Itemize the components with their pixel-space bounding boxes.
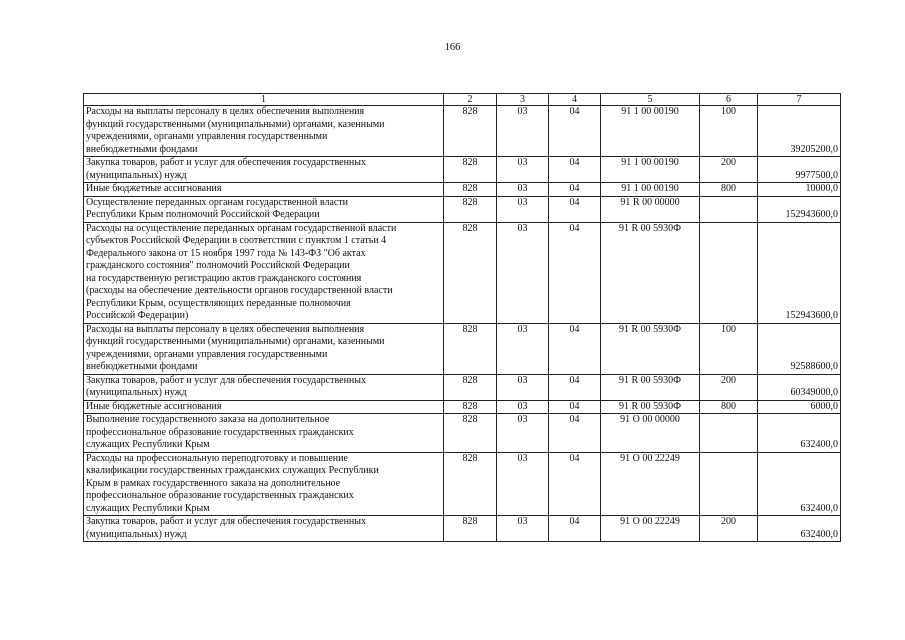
row-name-text: Иные бюджетные ассигнования bbox=[86, 183, 222, 194]
row-target-article-code: 91 O 00 22249 bbox=[601, 516, 700, 542]
row-name bbox=[84, 452, 444, 516]
row-grbs-code: 828 bbox=[444, 414, 497, 453]
row-grbs-code: 828 bbox=[444, 452, 497, 516]
row-target-article-code: 91 1 00 00190 bbox=[601, 106, 700, 157]
row-grbs-code: 828 bbox=[444, 374, 497, 400]
row-subsection-code: 04 bbox=[549, 157, 601, 183]
row-subsection-code: 04 bbox=[549, 516, 601, 542]
row-name-text: Расходы на выплаты персоналу в целях обеспечения выполнения функций государственными (муниципальными) органами, казенными учреждениями, органами управления государственными внебюджетными фондами bbox=[86, 323, 385, 372]
row-amount: 9977500,0 bbox=[758, 157, 841, 183]
row-grbs-code: 828 bbox=[444, 400, 497, 414]
row-grbs-code: 828 bbox=[444, 222, 497, 323]
table-row bbox=[84, 400, 841, 414]
row-amount: 39205200,0 bbox=[758, 106, 841, 157]
row-expense-type-code: 200 bbox=[700, 516, 758, 542]
row-amount: 60349000,0 bbox=[758, 374, 841, 400]
row-expense-type-code: 800 bbox=[700, 400, 758, 414]
row-expense-type-code: 800 bbox=[700, 183, 758, 197]
row-subsection-code: 04 bbox=[549, 374, 601, 400]
row-section-code: 03 bbox=[497, 157, 549, 183]
row-name bbox=[84, 157, 444, 183]
row-section-code: 03 bbox=[497, 400, 549, 414]
row-name bbox=[84, 374, 444, 400]
row-subsection-code: 04 bbox=[549, 400, 601, 414]
row-subsection-code: 04 bbox=[549, 452, 601, 516]
row-target-article-code: 91 R 00 5930Ф bbox=[601, 400, 700, 414]
row-name-text: Закупка товаров, работ и услуг для обеспечения государственных (муниципальных) нужд bbox=[86, 157, 367, 181]
row-target-article-code: 91 R 00 5930Ф bbox=[601, 222, 700, 323]
column-number: 5 bbox=[601, 94, 700, 106]
column-number-row bbox=[84, 94, 841, 106]
row-target-article-code: 91 R 00 00000 bbox=[601, 196, 700, 222]
page-number: 166 bbox=[444, 42, 461, 53]
row-section-code: 03 bbox=[497, 222, 549, 323]
row-amount: 152943600,0 bbox=[758, 196, 841, 222]
row-expense-type-code bbox=[700, 196, 758, 222]
row-amount: 632400,0 bbox=[758, 452, 841, 516]
row-target-article-code: 91 1 00 00190 bbox=[601, 157, 700, 183]
column-number: 4 bbox=[549, 94, 601, 106]
row-amount: 632400,0 bbox=[758, 516, 841, 542]
row-grbs-code: 828 bbox=[444, 157, 497, 183]
row-expense-type-code bbox=[700, 452, 758, 516]
column-number: 7 bbox=[758, 94, 841, 106]
row-subsection-code: 04 bbox=[549, 222, 601, 323]
row-name bbox=[84, 414, 444, 453]
budget-table bbox=[83, 93, 841, 542]
row-amount: 6000,0 bbox=[758, 400, 841, 414]
row-target-article-code: 91 R 00 5930Ф bbox=[601, 323, 700, 374]
row-section-code: 03 bbox=[497, 516, 549, 542]
row-subsection-code: 04 bbox=[549, 323, 601, 374]
row-expense-type-code bbox=[700, 222, 758, 323]
table-row bbox=[84, 414, 841, 453]
table-row bbox=[84, 374, 841, 400]
row-section-code: 03 bbox=[497, 414, 549, 453]
table-row bbox=[84, 196, 841, 222]
table-row bbox=[84, 516, 841, 542]
row-grbs-code: 828 bbox=[444, 196, 497, 222]
table-row bbox=[84, 157, 841, 183]
column-number: 3 bbox=[497, 94, 549, 106]
row-target-article-code: 91 R 00 5930Ф bbox=[601, 374, 700, 400]
row-name-text: Расходы на осуществление переданных органам государственной власти субъектов Российской Федерации в соответствии с пунктом 1 статьи 4 Федерального закона от 15 ноября 1997 года № 143-ФЗ "Об актах гражданского состояния" полномочий Российской Федерации на государственную регистрацию актов гражданского состояния (расходы на обеспечение деятельности органов государственной власти Республики Крым, осуществляющих переданные полномочия Российской Федерации) bbox=[86, 222, 397, 321]
row-amount: 632400,0 bbox=[758, 414, 841, 453]
row-name bbox=[84, 183, 444, 197]
row-section-code: 03 bbox=[497, 106, 549, 157]
table-row bbox=[84, 106, 841, 157]
table-row bbox=[84, 452, 841, 516]
column-number: 2 bbox=[444, 94, 497, 106]
row-name bbox=[84, 222, 444, 323]
row-name-text: Расходы на выплаты персоналу в целях обеспечения выполнения функций государственными (муниципальными) органами, казенными учреждениями, органами управления государственными внебюджетными фондами bbox=[86, 106, 385, 155]
row-name bbox=[84, 516, 444, 542]
table-row bbox=[84, 222, 841, 323]
row-name-text: Осуществление переданных органам государственной власти Республики Крым полномочий Российской Федерации bbox=[86, 196, 349, 220]
row-amount: 152943600,0 bbox=[758, 222, 841, 323]
row-grbs-code: 828 bbox=[444, 323, 497, 374]
row-section-code: 03 bbox=[497, 196, 549, 222]
row-section-code: 03 bbox=[497, 183, 549, 197]
row-name bbox=[84, 106, 444, 157]
row-grbs-code: 828 bbox=[444, 516, 497, 542]
table-row bbox=[84, 323, 841, 374]
row-subsection-code: 04 bbox=[549, 183, 601, 197]
row-subsection-code: 04 bbox=[549, 196, 601, 222]
row-section-code: 03 bbox=[497, 323, 549, 374]
row-amount: 92588600,0 bbox=[758, 323, 841, 374]
row-section-code: 03 bbox=[497, 452, 549, 516]
column-number: 6 bbox=[700, 94, 758, 106]
row-name bbox=[84, 196, 444, 222]
row-grbs-code: 828 bbox=[444, 106, 497, 157]
row-section-code: 03 bbox=[497, 374, 549, 400]
row-name bbox=[84, 323, 444, 374]
row-expense-type-code: 100 bbox=[700, 106, 758, 157]
row-target-article-code: 91 O 00 00000 bbox=[601, 414, 700, 453]
table-row bbox=[84, 183, 841, 197]
row-amount: 10000,0 bbox=[758, 183, 841, 197]
row-expense-type-code: 200 bbox=[700, 157, 758, 183]
row-subsection-code: 04 bbox=[549, 414, 601, 453]
row-expense-type-code: 200 bbox=[700, 374, 758, 400]
row-target-article-code: 91 1 00 00190 bbox=[601, 183, 700, 197]
row-target-article-code: 91 O 00 22249 bbox=[601, 452, 700, 516]
column-number: 1 bbox=[84, 94, 444, 106]
row-name-text: Выполнение государственного заказа на дополнительное профессиональное образование государственных гражданских служащих Республики Крым bbox=[86, 414, 354, 450]
row-name-text: Иные бюджетные ассигнования bbox=[86, 400, 222, 412]
row-expense-type-code: 100 bbox=[700, 323, 758, 374]
row-subsection-code: 04 bbox=[549, 106, 601, 157]
row-name-text: Расходы на профессиональную переподготовку и повышение квалификации государственных гражданских служащих Республики Крым в рамках государственного заказа на дополнительное профессиональное образование государственных гражданских служащих Республики Крым bbox=[86, 452, 379, 514]
row-expense-type-code bbox=[700, 414, 758, 453]
row-name bbox=[84, 400, 444, 414]
row-grbs-code: 828 bbox=[444, 183, 497, 197]
row-name-text: Закупка товаров, работ и услуг для обеспечения государственных (муниципальных) нужд bbox=[86, 374, 367, 398]
row-name-text: Закупка товаров, работ и услуг для обеспечения государственных (муниципальных) нужд bbox=[86, 516, 367, 540]
